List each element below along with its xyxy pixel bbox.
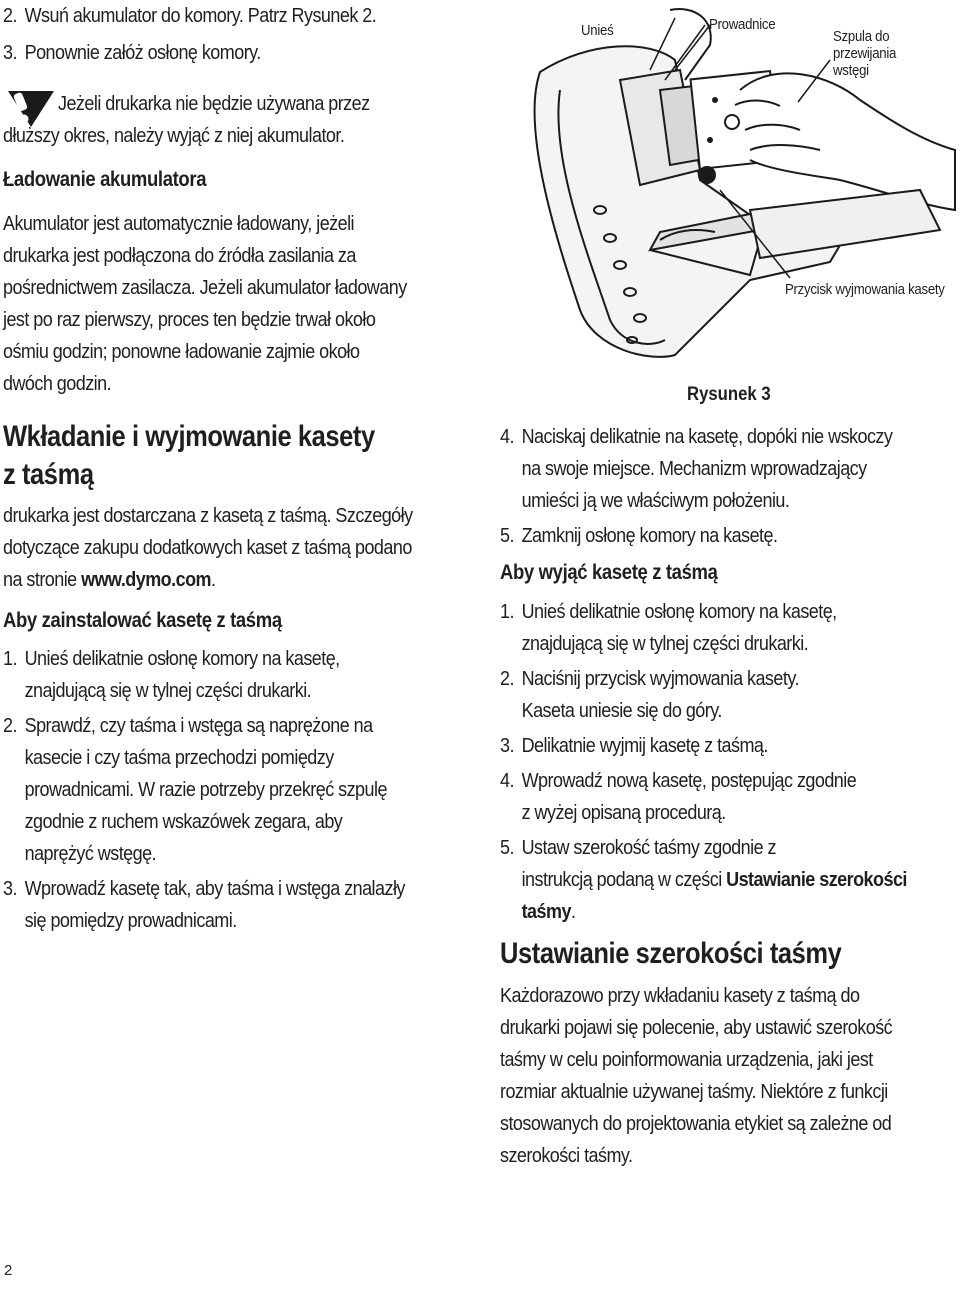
cassette-heading: Wkładanie i wyjmowanie kasety z taśmą bbox=[3, 420, 375, 491]
remove-step-4: 4. Wprowadź nową kasetę, postępując zgodnie z wyżej opisaną procedurą. bbox=[500, 770, 857, 824]
step-2-top: 2. Wsuń akumulator do komory. Patrz Rysunek 2. bbox=[3, 5, 377, 27]
step-3-top: 3. Ponownie załóż osłonę komory. bbox=[3, 42, 261, 64]
dymo-link[interactable]: www.dymo.com bbox=[81, 569, 211, 591]
remove-steps bbox=[500, 596, 907, 928]
width-heading: Ustawianie szerokości taśmy bbox=[500, 937, 842, 970]
step-5-close: 5. Zamknij osłonę komory na kasetę. bbox=[500, 525, 778, 547]
label-eject: Przycisk wyjmowania kasety bbox=[785, 281, 945, 298]
install-step-3: 3. Wprowadź kasetę tak, aby taśma i wstęga znalazły się pomiędzy prowadnicami. bbox=[3, 878, 405, 932]
remove-step-5: 5. Ustaw szerokość taśmy zgodnie z instrukcją podaną w części Ustawianie szerokości taśmy. bbox=[500, 837, 907, 923]
warning-line-1: Jeżeli drukarka nie będzie używana przez bbox=[58, 93, 370, 115]
install-step-2: 2. Sprawdź, czy taśma i wstęga są naprężone na kasecie i czy taśma przechodzi pomiędzy prowadnicami. W razie potrzeby przekręć szpulę zgodnie z ruchem wskazówek zegara, aby naprężyć wstęgę. bbox=[3, 715, 387, 865]
width-paragraph: Każdorazowo przy wkładaniu kasety z taśmą do drukarki pojawi się polecenie, aby ustawić szerokość taśmy w celu poinformowania urządzenia, jaki jest rozmiar aktualnie używanej taśmy. Niektóre z funkcji stosowanych do projektowania etykiet są zależne od szerokości taśmy. bbox=[500, 985, 893, 1167]
warning-line-2: dłuższy okres, należy wyjąć z niej akumulator. bbox=[3, 125, 345, 147]
charging-heading: Ładowanie akumulatora bbox=[3, 168, 207, 191]
label-guides: Prowadnice bbox=[709, 16, 776, 33]
install-steps bbox=[3, 643, 405, 937]
remove-step-3: 3. Delikatnie wyjmij kasetę z taśmą. bbox=[500, 735, 768, 757]
remove-heading: Aby wyjąć kasetę z taśmą bbox=[500, 561, 718, 584]
install-heading: Aby zainstalować kasetę z taśmą bbox=[3, 609, 282, 632]
section-ref-width: Ustawianie szerokości bbox=[726, 869, 907, 891]
step-4-insert: 4. Naciskaj delikatnie na kasetę, dopóki nie wskoczy na swoje miejsce. Mechanizm wprowadzający umieści ją we właściwym położeniu. bbox=[500, 426, 893, 512]
charging-paragraph: Akumulator jest automatycznie ładowany, jeżeli drukarka jest podłączona do źródła zasilania za pośrednictwem zasilacza. Jeżeli akumulator ładowany jest po raz pierwszy, proces ten będzie trwał około ośmiu godzin; ponowne ładowanie zajmie około dwóch godzin. bbox=[3, 213, 407, 395]
remove-step-1: 1. Unieś delikatnie osłonę komory na kasetę, znajdującą się w tylnej części drukarki. bbox=[500, 601, 837, 655]
cassette-paragraph: drukarka jest dostarczana z kasetą z taśmą. Szczegóły dotyczące zakupu dodatkowych kaset z taśmą podano na stronie www.dymo.com. bbox=[3, 505, 413, 591]
remove-step-2: 2. Naciśnij przycisk wyjmowania kasety. Kaseta uniesie się do góry. bbox=[500, 668, 799, 722]
label-spool: Szpula do przewijania wstęgi bbox=[833, 28, 897, 79]
label-lift: Unieś bbox=[581, 22, 614, 39]
install-step-1: 1. Unieś delikatnie osłonę komory na kasetę, znajdującą się w tylnej części drukarki. bbox=[3, 648, 340, 702]
page-number: 2 bbox=[4, 1262, 13, 1279]
steps-continued bbox=[500, 421, 892, 552]
figure-caption: Rysunek 3 bbox=[687, 384, 771, 405]
